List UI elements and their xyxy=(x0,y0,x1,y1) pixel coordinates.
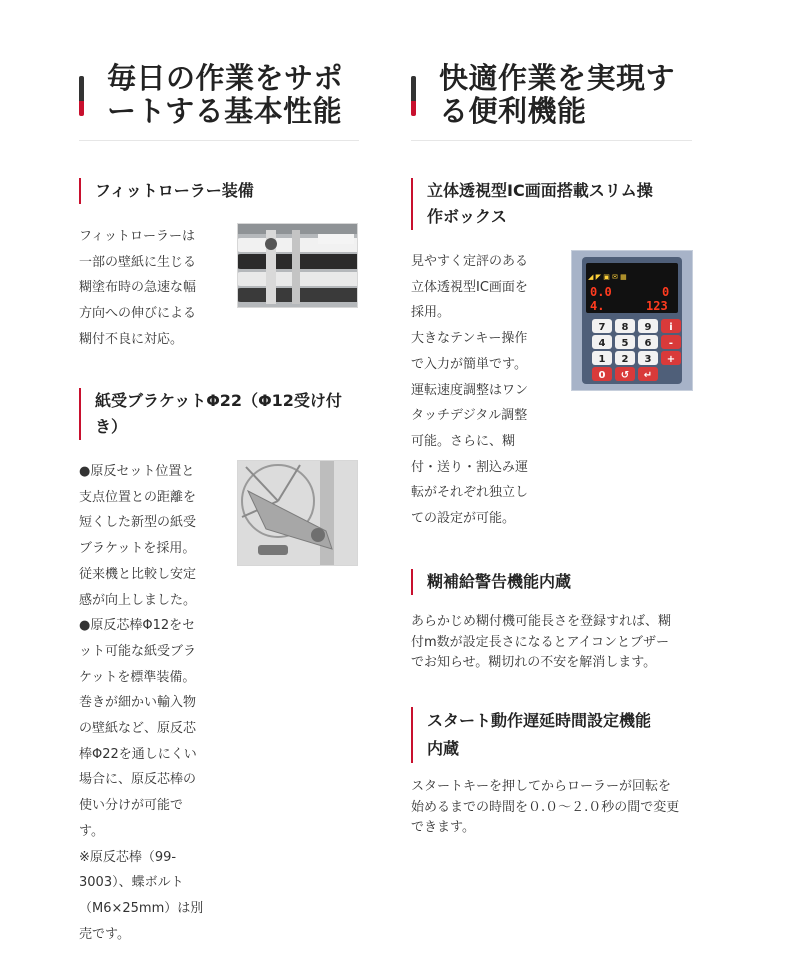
panel-key-label: 5 xyxy=(621,338,629,349)
panel-key-label: 2 xyxy=(621,354,629,365)
control-panel-photo xyxy=(571,250,693,391)
panel-key-label: 1 xyxy=(598,354,606,365)
feature-text-glue-warning: あらかじめ糊付機可能長さを登録すれば、糊 付m数が設定長さになるとアイコンとブザー でお知らせ。糊切れの不安を解消します。 xyxy=(411,614,672,670)
heading-accent-bar xyxy=(411,76,416,116)
panel-key-label: - xyxy=(668,338,674,349)
panel-display-bottom-right: 123 xyxy=(646,299,668,313)
panel-key-label: ↵ xyxy=(643,370,653,381)
panel-key-label: 4 xyxy=(598,338,606,349)
panel-key-label: + xyxy=(666,354,676,365)
svg-text:◢ ◤ ▣ ✉ ▦: ◢ ◤ ▣ ✉ ▦ xyxy=(588,273,627,281)
panel-display-top-right: 0 xyxy=(662,285,670,299)
paper-bracket-illustration xyxy=(238,461,357,565)
panel-key-label: 3 xyxy=(644,354,652,365)
left-section-header xyxy=(79,62,359,141)
right-section-header xyxy=(411,62,692,141)
panel-key-label: 8 xyxy=(621,322,629,333)
fit-roller-photo xyxy=(237,223,358,308)
right-section-title: 快適作業を実現す る便利機能 xyxy=(439,61,676,128)
panel-display-top-left: 0.0 xyxy=(590,285,612,299)
left-section-title: 毎日の作業をサポ ートする基本性能 xyxy=(107,61,344,128)
panel-key-label: 6 xyxy=(644,338,652,349)
feature-text-paper-bracket: ●原反セット位置と 支点位置との距離を 短くした新型の紙受 ブラケットを採用。 従来機と比較し安定 感が向上しました。 ●原反芯棒Φ12をセ ット可能な紙受ブラ ケットを標準装備。 巻きが細かい輸入物 の壁紙など、原反芯 棒Φ22を通しにくい 場合に、原反芯棒の 使い分けが可能で す。 ※原反芯棒（99- 3003）、蝶ボルト （M6×25mm）は別 売です。 xyxy=(79,464,204,942)
feature-text-fit-roller: フィットローラーは 一部の壁紙に生じる 糊塗布時の急速な幅 方向への伸びによる 糊付不良に対応。 xyxy=(79,229,197,347)
fit-roller-illustration xyxy=(238,224,357,307)
panel-key-label: ↺ xyxy=(620,370,630,381)
feature-text-start-delay: スタートキーを押してからローラーが回転を 始めるまでの時間を０.０～２.０秒の間で変更 できます。 xyxy=(411,779,680,835)
feature-title-glue-warning: 糊補給警告機能内蔵 xyxy=(411,569,571,595)
heading-accent-bar xyxy=(79,76,84,116)
panel-display-bottom-left: 4. xyxy=(590,299,605,313)
feature-text-control-box: 見やすく定評のある 立体透視型IC画面を 採用。 大きなテンキー操作 で入力が簡単です。 運転速度調整はワン タッチデジタル調整 可能。さらに、糊 付・送り・割込み運 転がそれぞれ独立し ての設定が可能。 xyxy=(411,254,529,527)
panel-key-label: 0 xyxy=(598,370,606,381)
panel-key-label: 7 xyxy=(598,322,606,333)
feature-title-control-box: 立体透視型IC画面搭載スリム操 作ボックス xyxy=(411,178,653,230)
panel-key-label: i xyxy=(669,322,673,333)
feature-title-fit-roller: フィットローラー装備 xyxy=(79,178,254,204)
feature-title-paper-bracket: 紙受ブラケットΦ22（Φ12受け付 き） xyxy=(79,388,342,440)
paper-bracket-photo xyxy=(237,460,358,566)
control-panel-illustration xyxy=(572,251,692,390)
feature-title-start-delay: スタート動作遅延時間設定機能 内蔵 xyxy=(411,707,651,763)
panel-key-label: 9 xyxy=(644,322,652,333)
